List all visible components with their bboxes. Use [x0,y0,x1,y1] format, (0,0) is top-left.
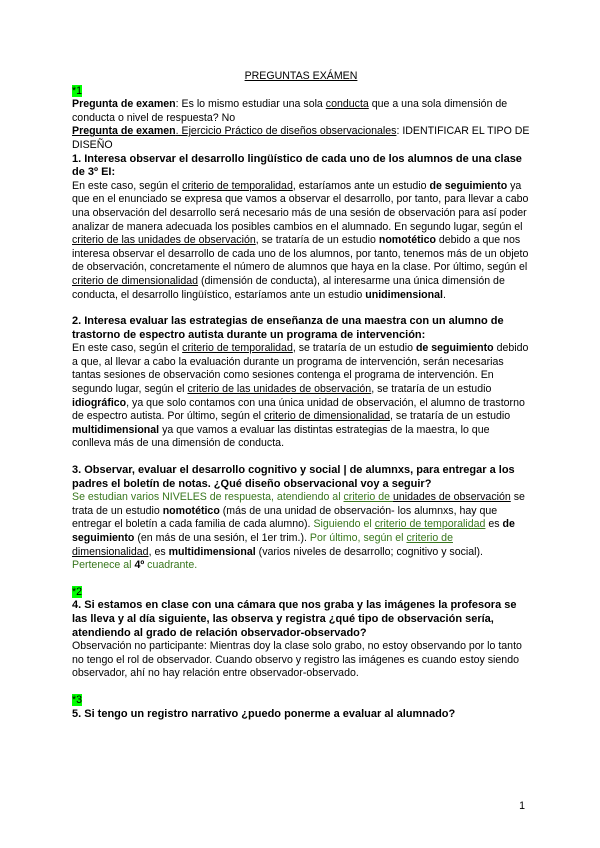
section-1-body: En este caso, según el criterio de temporalidad, estaríamos ante un estudio de seguimiento ya que en el enunciado se expresa que vamos a observar el desarrollo, por tanto, para llevar a cabo una observación del desarrollo será necesario más de una sesión de observación para así poder analizar de manera adecuada los posibles cambios en el alumnado. En segundo lugar, según el criterio de las unidades de observación, se trataría de un estudio nomotético debido a que nos interesa observar el desarrollo de cada uno de los alumnos, por tanto, tenemos más de un objeto de observación, concretamente el número de alumnos que haya en la clase. Por último, según el criterio de dimensionalidad (dimensión de conducta), al interesarme una única dimensión de conducta, el desarrollo lingüístico, estaríamos ante un estudio unidimensional. [72,179,529,301]
section-3-quadrant: Pertenece al 4º cuadrante. [72,559,198,572]
page-number: 1 [519,800,525,812]
section-3-body: Se estudian varios NIVELES de respuesta, atendiendo al criterio de unidades de observación se trata de un estudio nomotético (más de una unidad de observación- los alumnxs, hay que entregar el boletín a cada familia de cada alumno). Siguiendo el criterio de temporalidad es de seguimiento (en más de una sesión, el 1er trim.). Por último, según el criterio de dimensionalidad, es multidimensional (varios niveles de desarrollo; cognitivo y social). [72,491,525,558]
section-1-heading: 1. Interesa observar el desarrollo lingüístico de cada uno de los alumnos de una clase de 3º EI: [72,152,522,179]
document-title: PREGUNTAS EXÁMEN [244,70,358,82]
section-2-body: En este caso, según el criterio de temporalidad, se trataría de un estudio de seguimiento debido a que, al llevar a cabo la evaluación durante un programa de intervención, serán necesarias tantas sesiones de observación como sesiones contenga el programa de intervención. En segundo lugar, según el criterio de las unidades de observación, se trataría de un estudio idiográfico, ya que solo contamos con una única unidad de observación, el alumno de trastorno de espectro autista. Por último, según el criterio de dimensionalidad, se trataría de un estudio multidimensional ya que vamos a evaluar las distintas estrategias de la maestra, lo que conlleva más de una dimensión de conducta. [72,342,529,450]
spacer [72,573,530,586]
section-5-heading: 5. Si tengo un registro narrativo ¿puedo ponerme a evaluar al alumnado? [72,707,456,720]
spacer [72,302,530,315]
spacer [72,681,530,694]
intro-question-1: Pregunta de examen: Es lo mismo estudiar una sola conducta que a una sola dimensión de conducta o nivel de respuesta? No [72,98,508,124]
section-4-heading: 4. Si estamos en clase con una cámara que nos graba y las imágenes la profesora se las lleva y al día siguiente, las observa y registra ¿qué tipo de observación sería, atendiendo al grado de relación observador-observado? [72,599,517,639]
section-2-heading: 2. Interesa evaluar las estrategias de enseñanza de una maestra con un alumno de trastorno de espectro autista durante un programa de intervención: [72,315,504,341]
marker-3: *3 [72,693,83,706]
marker-2: *2 [72,585,83,598]
spacer [72,451,530,464]
section-3-heading: 3. Observar, evaluar el desarrollo cognitivo y social | de alumnxs, para entregar a los padres el boletín de notas. ¿Qué diseño observacional voy a seguir? [72,464,515,490]
section-4-body: Observación no participante: Mientras doy la clase solo grabo, no estoy observando por lo tanto no tengo el rol de observador. Cuando observo y registro las imágenes es cuando estoy siendo observador, ahí no hay relación entre observador-observado. [72,640,522,680]
document-page [72,70,530,721]
marker-1: *1 [72,84,83,97]
intro-question-2: Pregunta de examen. Ejercicio Práctico de diseños observacionales: IDENTIFICAR EL TIPO DE DISEÑO [72,125,530,151]
